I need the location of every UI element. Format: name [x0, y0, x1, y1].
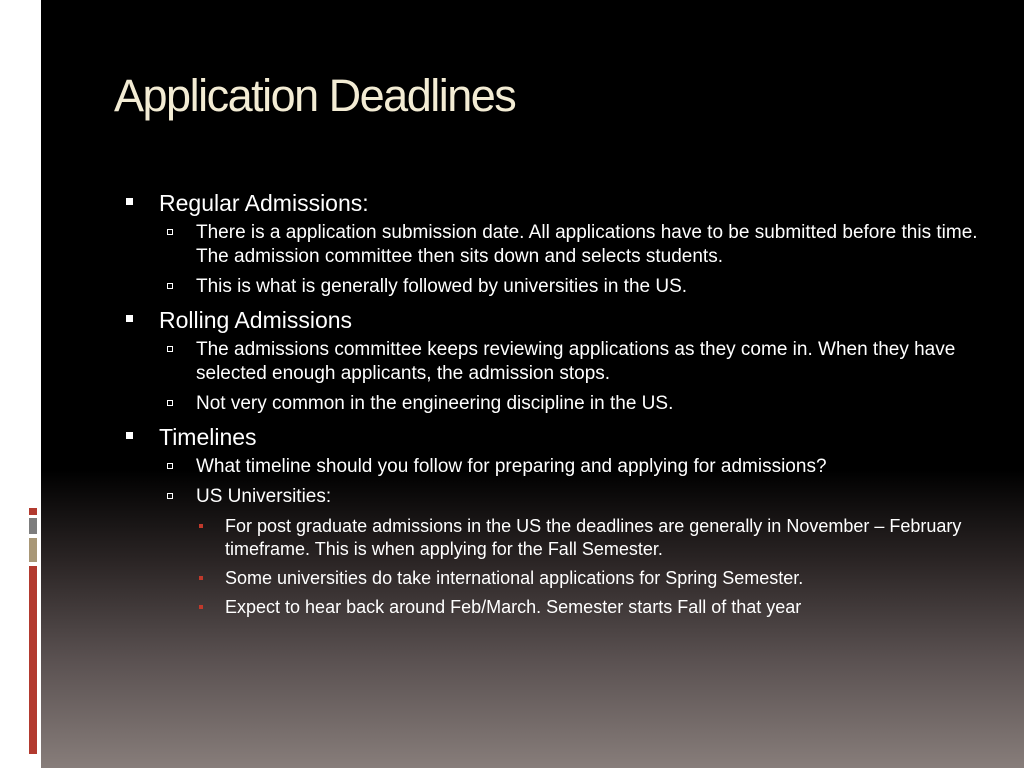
accent-bar-gray [29, 518, 37, 534]
sub-bullet-text: Not very common in the engineering discipline in the US. [196, 393, 674, 414]
square-bullet-icon [126, 198, 133, 205]
slide-content [121, 188, 1001, 625]
square-bullet-icon [126, 432, 133, 439]
sub-bullet [121, 485, 1001, 509]
sub-bullet-text: US Universities: [196, 486, 332, 507]
sub-bullet-text: There is a application submission date. All applications have to be submitted before this time. The admission committee then sits down and selects students. [196, 222, 978, 267]
sub-sub-bullet-text: Some universities do take international applications for Spring Semester. [225, 568, 804, 588]
bullet-heading: Regular Admissions: [159, 190, 369, 216]
sub-bullet [121, 392, 1001, 416]
bullet-timelines [121, 422, 1001, 452]
sub-bullet [121, 455, 1001, 479]
sub-sub-bullet [121, 596, 1001, 619]
accent-bar-tan [29, 538, 37, 562]
red-square-bullet-icon [199, 576, 203, 580]
sub-bullet-text: This is what is generally followed by universities in the US. [196, 276, 688, 297]
bullet-heading: Rolling Admissions [159, 307, 353, 333]
sub-bullet [121, 275, 1001, 299]
hollow-square-bullet-icon [167, 463, 173, 469]
sub-bullet [121, 221, 1001, 269]
sub-sub-bullet [121, 567, 1001, 590]
sub-bullet-text: What timeline should you follow for preparing and applying for admissions? [196, 456, 827, 477]
hollow-square-bullet-icon [167, 283, 173, 289]
bullet-regular-admissions [121, 188, 1001, 218]
square-bullet-icon [126, 315, 133, 322]
slide-title: Application Deadlines [114, 70, 516, 121]
slide [41, 0, 1024, 768]
sub-sub-bullet [121, 515, 1001, 561]
red-square-bullet-icon [199, 605, 203, 609]
bullet-heading: Timelines [159, 424, 257, 450]
hollow-square-bullet-icon [167, 346, 173, 352]
hollow-square-bullet-icon [167, 493, 173, 499]
sub-bullet-text: The admissions committee keeps reviewing applications as they come in. When they have selected enough applicants, the admission stops. [196, 339, 956, 384]
sub-sub-bullet-text: For post graduate admissions in the US the deadlines are generally in November – February timeframe. This is when applying for the Fall Semester. [225, 516, 962, 559]
hollow-square-bullet-icon [167, 400, 173, 406]
red-square-bullet-icon [199, 524, 203, 528]
left-margin-strip [0, 0, 41, 768]
accent-bar-red-long [29, 566, 37, 754]
sub-bullet [121, 338, 1001, 386]
accent-bar-red-small [29, 508, 37, 515]
sub-sub-bullet-text: Expect to hear back around Feb/March. Semester starts Fall of that year [225, 597, 802, 617]
hollow-square-bullet-icon [167, 229, 173, 235]
bullet-rolling-admissions [121, 305, 1001, 335]
